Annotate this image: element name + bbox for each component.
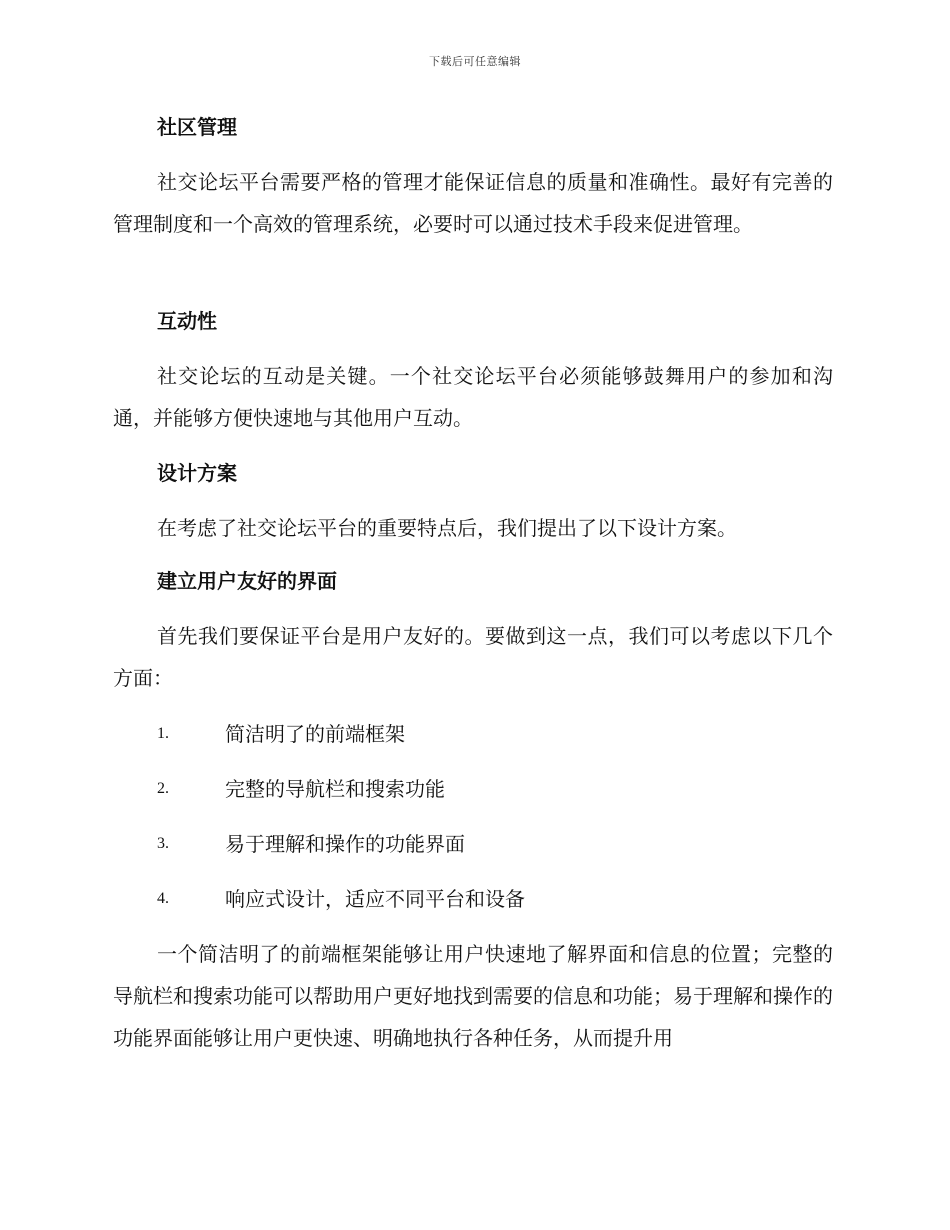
list-text: 响应式设计，适应不同平台和设备 <box>225 887 525 911</box>
page-header: 下载后可任意编辑 <box>429 55 521 68</box>
paragraph-community: 社交论坛平台需要严格的管理才能保证信息的质量和准确性。最好有完善的管理制度和一个高效的管理系统，必要时可以通过技术手段来促进管理。 <box>113 170 833 236</box>
section-heading-design: 设计方案 <box>157 461 237 485</box>
list-item <box>157 774 837 804</box>
list-number: 1. <box>157 725 169 742</box>
list-item <box>157 884 837 914</box>
list-number: 4. <box>157 890 169 907</box>
list-text: 完整的导航栏和搜索功能 <box>225 777 445 801</box>
list-number: 2. <box>157 780 169 797</box>
list-text: 简洁明了的前端框架 <box>225 722 405 746</box>
paragraph-ui-intro: 首先我们要保证平台是用户友好的。要做到这一点，我们可以考虑以下几个方面： <box>113 624 833 690</box>
paragraph-interactivity: 社交论坛的互动是关键。一个社交论坛平台必须能够鼓舞用户的参加和沟通，并能够方便快速地与其他用户互动。 <box>113 364 833 430</box>
section-heading-ui: 建立用户友好的界面 <box>157 569 337 593</box>
list-text: 易于理解和操作的功能界面 <box>225 832 465 856</box>
list-item <box>157 719 837 749</box>
section-heading-community: 社区管理 <box>157 115 237 139</box>
list-item <box>157 829 837 859</box>
section-heading-interactivity: 互动性 <box>157 309 217 333</box>
paragraph-ui-summary: 一个简洁明了的前端框架能够让用户快速地了解界面和信息的位置；完整的导航栏和搜索功能可以帮助用户更好地找到需要的信息和功能；易于理解和操作的功能界面能够让用户更快速、明确地执行各种任务，从而提升用 <box>113 942 833 1050</box>
list-number: 3. <box>157 835 169 852</box>
paragraph-design: 在考虑了社交论坛平台的重要特点后，我们提出了以下设计方案。 <box>157 516 737 540</box>
